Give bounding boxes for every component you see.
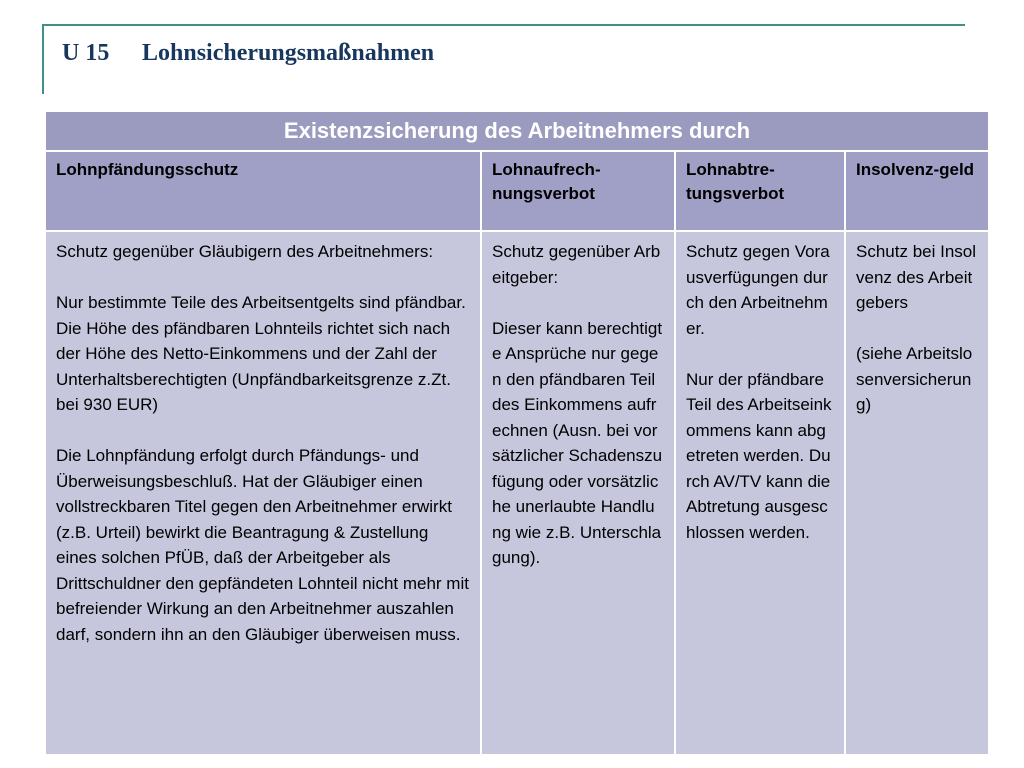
- slide-title: [62, 40, 434, 67]
- protection-measures-table: [44, 110, 990, 756]
- column-header-row: [45, 151, 989, 231]
- cell-insolvenzgeld: [845, 231, 989, 755]
- cell-paragraph: Schutz bei Insolvenz des Arbeitgebers: [856, 242, 977, 312]
- cell-paragraph: Schutz gegen Vorausverfügungen durch den Arbeitnehmer.: [686, 242, 830, 338]
- cell-paragraph: (siehe Arbeitslosenversicherung): [856, 344, 973, 414]
- cell-lohnaufrechnungsverbot: [481, 231, 675, 755]
- column-header-lohnabtretungsverbot: Lohnabtre-tungsverbot: [675, 151, 845, 231]
- cell-paragraph: Schutz gegenüber Arbeitgeber:: [492, 242, 661, 287]
- cell-paragraph: Nur der pfändbare Teil des Arbeitseinkommens kann abgetreten werden. Durch AV/TV kann die Abtretung ausgeschlossen werden.: [686, 369, 832, 542]
- title-side-rule: [42, 24, 44, 94]
- column-header-insolvenzgeld: Insolvenz-geld: [845, 151, 989, 231]
- column-header-lohnaufrechnungsverbot: Lohnaufrech-nungsverbot: [481, 151, 675, 231]
- cell-lohnpfaendungsschutz: [45, 231, 481, 755]
- column-header-lohnpfaendungsschutz: Lohnpfändungsschutz: [45, 151, 481, 231]
- cell-paragraph: Dieser kann berechtigte Ansprüche nur gegen den pfändbaren Teil des Einkommens aufrechnen (Ausn. bei vorsätzlicher Schadenszufügung oder vorsätzliche unerlaubte Handlung wie z.B. Unterschlagung).: [492, 318, 663, 567]
- slide-number: U 15: [62, 40, 110, 66]
- cell-paragraph: Die Lohnpfändung erfolgt durch Pfändungs- und Überweisungsbeschluß. Hat der Gläubiger einen vollstreckbaren Titel gegen den Arbeitnehmer erwirkt (z.B. Urteil) bewirkt die Beantragung & Zustellung eines solchen PfÜB, daß der Arbeitgeber als Drittschuldner den gepfändeten Lohnteil nicht mehr mit befreiender Wirkung an den Arbeitnehmer auszahlen darf, sondern ihn an den Gläubiger überweisen muss.: [56, 446, 469, 644]
- cell-lohnabtretungsverbot: [675, 231, 845, 755]
- cell-paragraph: Schutz gegenüber Gläubigern des Arbeitnehmers:: [56, 242, 434, 261]
- title-top-rule: [44, 24, 965, 26]
- slide-title-text: Lohnsicherungsmaßnahmen: [142, 40, 435, 66]
- table-body-row: [45, 231, 989, 755]
- table-header: Existenzsicherung des Arbeitnehmers durch: [45, 111, 989, 151]
- table-header-row: [45, 111, 989, 151]
- cell-paragraph: Nur bestimmte Teile des Arbeitsentgelts sind pfändbar. Die Höhe des pfändbaren Lohnteils richtet sich nach der Höhe des Netto-Einkommens und der Zahl der Unterhaltsberechtigten (Unpfändbarkeitsgrenze z.Zt. bei 930 EUR): [56, 293, 466, 414]
